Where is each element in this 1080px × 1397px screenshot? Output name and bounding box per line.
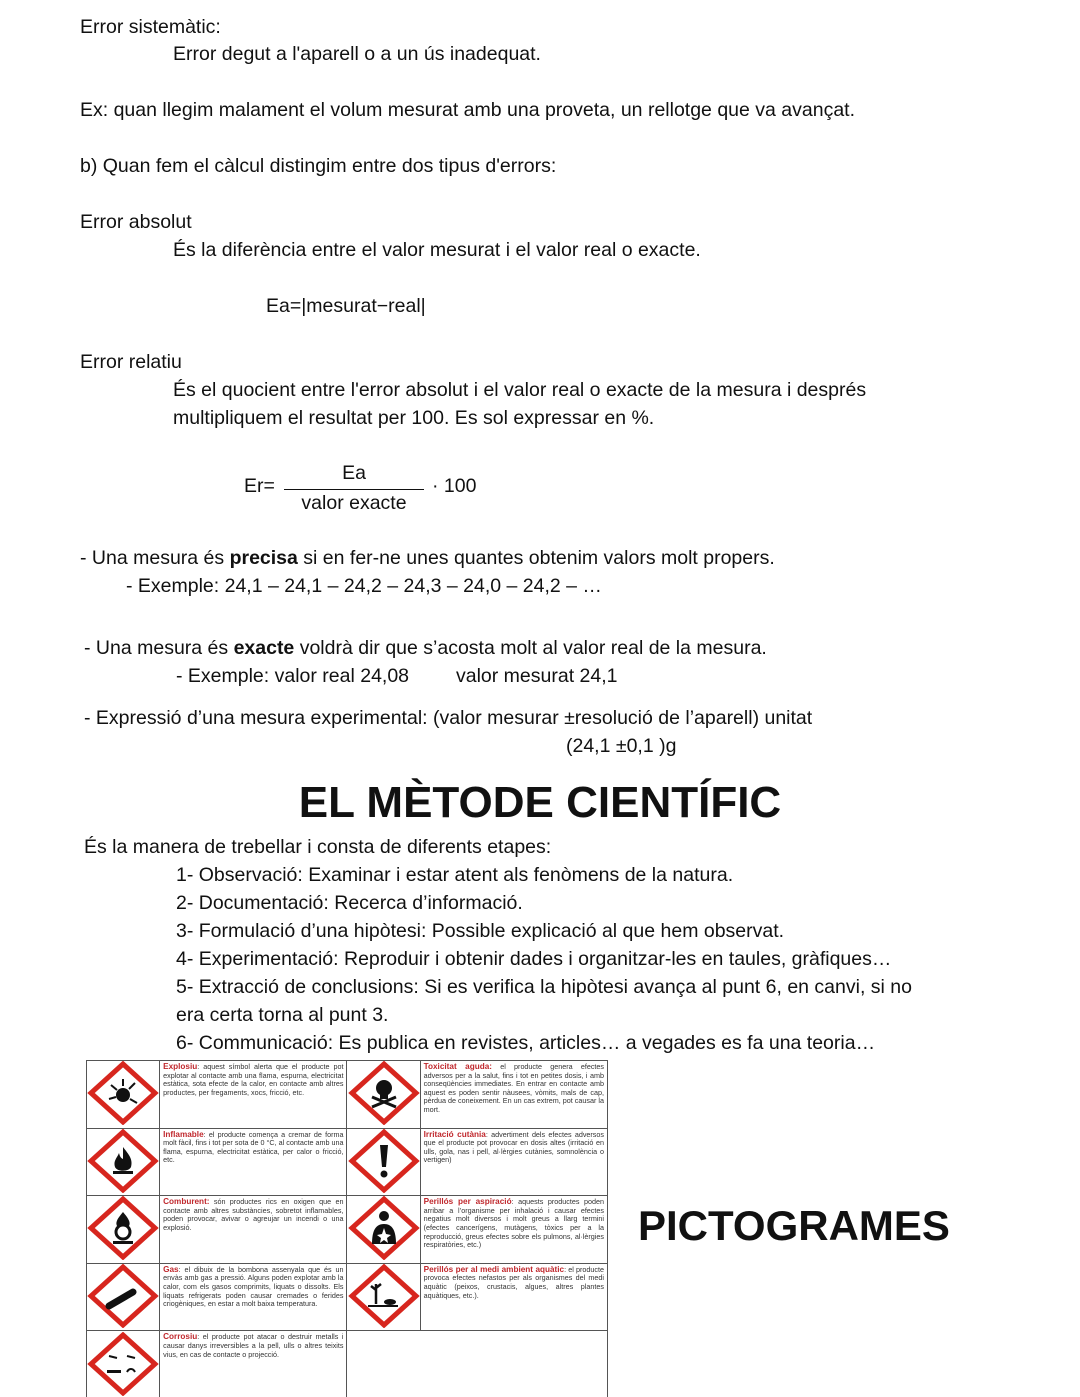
example: valor mesurat 24,1	[456, 665, 618, 687]
method-step: 5- Extracció de conclusions: Si es verifica la hipòtesi avança al punt 6, en canvi, si no	[176, 976, 912, 998]
pictogram-table	[86, 1060, 608, 1397]
bold-term: precisa	[229, 547, 298, 569]
formula-multiplier: · 100	[432, 475, 477, 497]
bullet	[80, 546, 775, 570]
bullet	[84, 636, 767, 660]
pictogram-description: Gas: el dibuix de la bombona assenyala que és un envàs amb gas a pressió. Alguns poden explotar amb la calor, com els gasos comprimits, liquats o dissolts. Els liquats refrigerats poden causar cremades o ferides criogèniques, en estar a molt baixa temperatura.	[160, 1263, 347, 1331]
example: - Exemple: valor real 24,08	[176, 665, 410, 687]
example-measure: (24,1 ±0,1 )g	[566, 735, 677, 757]
heading-absolute-error: Error absolut	[80, 211, 192, 233]
method-step: 3- Formulació d’una hipòtesi: Possible explicació al que hem observat.	[176, 920, 785, 942]
empty-cell	[347, 1331, 608, 1397]
text: multipliquem el resultat per 100. Es sol expressar en %.	[173, 407, 655, 429]
pictogram-description: Irritació cutània: advertiment dels efectes adversos que el producte pot provocar en dosis altes (irritació en ulls, gola, nas i pell, al·lèrgies cutànies, somnolència o vertigen)	[420, 1128, 607, 1196]
corrosive-pictogram-icon	[87, 1331, 160, 1397]
bullet: - Expressió d’una mesura experimental: (valor mesurar ±resolució de l’aparell) unitat	[84, 707, 813, 729]
explosive-pictogram-icon	[87, 1061, 160, 1129]
denominator: valor exacte	[301, 492, 407, 514]
text: - Una mesura és	[84, 637, 234, 659]
skull-pictogram-icon	[347, 1061, 420, 1129]
numerator: Ea	[342, 462, 366, 484]
formula-fraction	[296, 462, 412, 515]
method-step: 6- Communicació: Es publica en revistes, articles… a vegades es fa una teoria…	[176, 1032, 876, 1054]
text: si en fer-ne unes quantes obtenim valors molt propers.	[297, 547, 775, 569]
text: És la diferència entre el valor mesurat i el valor real o exacte.	[173, 239, 701, 261]
method-step: 2- Documentació: Recerca d’informació.	[176, 892, 523, 914]
text: voldrà dir que s’acosta molt al valor real de la mesura.	[294, 637, 767, 659]
gas-cylinder-pictogram-icon	[87, 1263, 160, 1331]
heading-relative-error: Error relatiu	[80, 351, 182, 373]
text: Error degut a l'aparell o a un ús inadequat.	[173, 43, 541, 65]
bullet: - Exemple: 24,1 – 24,1 – 24,2 – 24,3 – 24,0 – 24,2 – …	[126, 575, 602, 597]
pictograms-title: PICTOGRAMES	[638, 1202, 950, 1249]
formula-absolute: Ea=|mesurat−real|	[266, 295, 426, 317]
formula-er-label: Er=	[244, 475, 275, 497]
pictogram-description: Comburent: són productes rics en oxigen que en contacte amb altres substàncies, sobretot inflamables, poden provocar, avivar o agreujar un incendi o una explosió.	[160, 1196, 347, 1264]
text: És el quocient entre l'error absolut i el valor real o exacte de la mesura i després	[173, 379, 867, 401]
text: Ex: quan llegim malament el volum mesurat amb una proveta, un rellotge que va avançat.	[80, 99, 856, 121]
method-step: era certa torna al punt 3.	[176, 1004, 389, 1026]
method-intro: És la manera de trebellar i consta de diferents etapes:	[84, 836, 552, 858]
flame-pictogram-icon	[87, 1128, 160, 1196]
text: - Una mesura és	[80, 547, 230, 569]
pictogram-description: Perillós per aspiració: aquests productes poden arribar a l’organisme per inhalació i causar efectes negatius molt diversos i molt greus a llarg termini (efectes cancerígens, mutàgens, tòxics per a la reproducció, greus efectes sobre els pulmons, al·lèrgies respiratòries, etc.)	[420, 1196, 607, 1264]
method-step: 4- Experimentació: Reproduir i obtenir dades i organitzar-les en taules, gràfiques…	[176, 948, 892, 970]
pictogram-description: Inflamable: el producte comença a cremar de forma molt fàcil, fins i tot per sota de 0 °C, al contacte amb una flama, espurna, electricitat estàtica, per calor o fricció, etc.	[160, 1128, 347, 1196]
text: b) Quan fem el càlcul distingim entre dos tipus d'errors:	[80, 155, 557, 177]
pictogram-description: Corrosiu: el producte pot atacar o destruir metalls i causar danys irreversibles a la pell, ulls o altres teixits vius, en cas de contacte o projecció.	[160, 1331, 347, 1397]
bold-term: exacte	[233, 637, 295, 659]
oxidizer-pictogram-icon	[87, 1196, 160, 1264]
fraction-bar	[284, 489, 424, 490]
method-step: 1- Observació: Examinar i estar atent als fenòmens de la natura.	[176, 864, 734, 886]
exclamation-pictogram-icon	[347, 1128, 420, 1196]
pictogram-description: Toxicitat aguda: el producte genera efectes adversos per a la salut, fins i tot en petites dosis, i amb conseqüències immediates. En entrar en contacte amb aquest es poden sentir nàusees, vòmits, mals de cap, pèrdua de coneixement. En un cas extrem, pot causar la mort.	[420, 1061, 607, 1129]
section-title: EL MÈTODE CIENTÍFIC	[298, 778, 782, 827]
environment-pictogram-icon	[347, 1263, 420, 1331]
health-hazard-pictogram-icon	[347, 1196, 420, 1264]
pictogram-description: Explosiu: aquest símbol alerta que el producte pot explotar al contacte amb una flama, espurna, electricitat estàtica, sota efecte de la calor, en contacte amb altres productes, per fregaments, xocs, fricció, etc.	[160, 1061, 347, 1129]
heading-systematic-error: Error sistemàtic:	[80, 16, 221, 38]
pictogram-description: Perillós per al medi ambient aquàtic: el producte provoca efectes nefastos per als organismes del medi aquàtic (peixos, crustacis, algues, altres plantes aquàtiques, etc.).	[420, 1263, 607, 1331]
